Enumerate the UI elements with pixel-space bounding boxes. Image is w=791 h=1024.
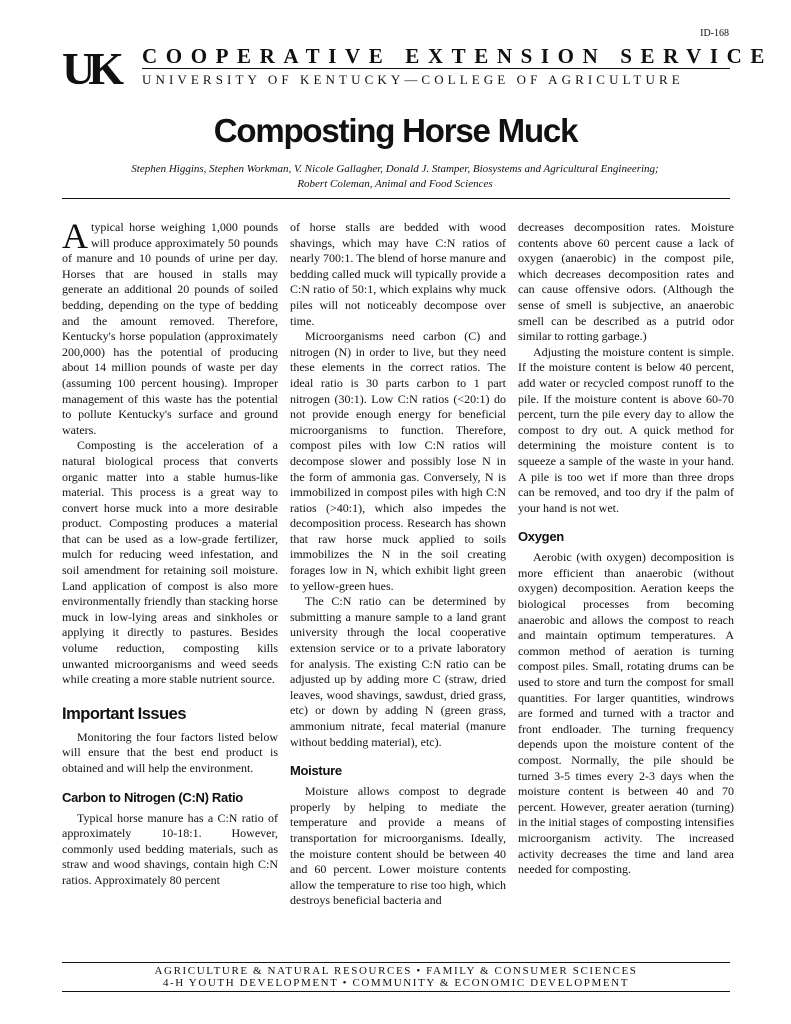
footer-programs-line-1: AGRICULTURE & NATURAL RESOURCES • FAMILY & CONSUMER SCIENCES (154, 965, 638, 977)
document-title: Composting Horse Muck (213, 112, 578, 149)
carbon-nitrogen-paragraph-1b: of horse stalls are bedded with wood shavings, which may have C:N ratios of nearly 700:1. The blend of horse manure and bedding called muck will typically provide a C:N ratio of 50:1, which explains why muck piles will not noticeably decompose over time. (290, 220, 506, 328)
column-1 (62, 216, 278, 889)
title-divider (62, 198, 730, 199)
intro-paragraph-1 (62, 216, 278, 438)
column-3 (518, 220, 734, 878)
column-2 (290, 220, 506, 909)
footer-programs-line-2: 4-H YOUTH DEVELOPMENT • COMMUNITY & ECONOMIC DEVELOPMENT (162, 977, 630, 989)
authors (90, 162, 700, 192)
intro-paragraph-2: Composting is the acceleration of a natural biological process that converts organic matter into a stable humus-like material. This process is a great way to convert horse muck into a more desirable product. Composting produces a material that can be used as a low-grade fertilizer, mulch for reducing weed infestation, and soil amendment for retaining soil moisture. Land application of compost is also more environmentally friendly than stacking horse muck in low-lying areas and sinkholes or applying it directly to pastures. Besides volume reduction, composting kills unwanted microorganisms and weed seeds while creating a more stable nutrient source. (62, 438, 278, 687)
heading-important-issues: Important Issues (62, 704, 187, 723)
masthead (62, 42, 774, 90)
authors-line-2: Robert Coleman, Animal and Food Sciences (297, 178, 493, 190)
heading-oxygen: Oxygen (518, 529, 564, 545)
uk-logo (62, 44, 136, 88)
authors-line-1: Stephen Higgins, Stephen Workman, V. Nicole Gallagher, Donald J. Stamper, Biosystems and Agricultural Engineering; (131, 163, 659, 175)
publication-id: ID-168 (700, 28, 729, 39)
intro-paragraph-1-text: typical horse weighing 1,000 pounds will produce approximately 50 pounds of manure and 10 pounds of urine per day. Horses that are housed in stalls may generate an additional 20 pounds of soiled bedding, depending on the type of bedding and the amount removed. Therefore, Kentucky's horse population (approximately 200,000) has the potential of producing about 14 million pounds of waste per day (assuming 100 percent housing). Improper management of this waste has the potential to pollute Kentucky's surface and ground waters. (62, 220, 278, 437)
oxygen-paragraph: Aerobic (with oxygen) decomposition is more efficient than anaerobic (without oxygen) decomposition. Aeration keeps the biological processes from becoming anaerobic and allows the compost to reach and maintain optimum temperatures. A common method of aeration is turning compost piles. Small, rotating drums can be used to store and turn the compost for small quantities. For larger quantities, windrows are formed and turned with a tractor and front endloader. The turning frequency depends upon the moisture content of the compost. Normally, the pile should be turned 3-5 times every 2-3 days when the moisture content is between 40 and 70 percent. However, greater aeration (turning) in the initial stages of composting intensifies microorganism activity. The increased activity decreases the time and land area needed for composting. (518, 550, 734, 877)
university-name: UNIVERSITY OF KENTUCKY—COLLEGE OF AGRICULTURE (142, 72, 684, 87)
carbon-nitrogen-paragraph-2: Microorganisms need carbon (C) and nitrogen (N) in order to live, but they need these elements in the correct ratios. The ideal ratio is 30 parts carbon to 1 part nitrogen (30:1). Low C:N ratios (<20:1) do not provide enough energy for beneficial microorganisms to function. Therefore, compost piles with low C:N ratios will decompose slower and possibly lose N in the form of ammonia gas. Conversely, N is immobilized in compost piles with high C:N ratios (>40:1), which also impedes the decomposition process. Research has shown that raw horse muck applied to soils immobilizes the N in the soil creating forages low in N, which exhibit light green to yellow-green hues. (290, 329, 506, 593)
heading-carbon-nitrogen: Carbon to Nitrogen (C:N) Ratio (62, 789, 243, 805)
footer-divider-top (62, 962, 730, 963)
service-name: COOPERATIVE EXTENSION SERVICE (142, 44, 774, 68)
moisture-paragraph-2: Adjusting the moisture content is simple. If the moisture content is below 40 percent, add water or recycled compost runoff to the pile. If the moisture content is above 60-70 percent, turn the pile every day to allow the compost to dry out. A quick method for determining the moisture content is to squeeze a sample of the waste in your hand. A pile is too wet if more than three drops can be removed, and too dry if the palm of your hand is not wet. (518, 344, 734, 515)
footer-divider-bottom (62, 991, 730, 992)
important-issues-paragraph: Monitoring the four factors listed below will ensure that the best end product is obtained and will help the environment. (62, 729, 278, 775)
carbon-nitrogen-paragraph-3: The C:N ratio can be determined by submitting a manure sample to a land grant university through the local cooperative extension service or to a private laboratory for analysis. The existing C:N ratio can be adjusted up by adding more C (straw, dried leaves, wood shavings, sawdust, dried grass, etc) or down by adding N (green grass, ammonium nitrate, fecal material (manure without bedding material), etc). (290, 594, 506, 749)
carbon-nitrogen-paragraph-1a: Typical horse manure has a C:N ratio of approximately 10-18:1. However, commonly used bedding materials, such as straw and wood shavings, contain high C:N ratios. Approximately 80 percent (62, 810, 278, 887)
moisture-paragraph-1a: Moisture allows compost to degrade properly by helping to mediate the temperature and provide a means of transportation for microorganisms. Ideally, the moisture content should be between 40 and 60 percent. Lower moisture contents allow the temperature to rise too high, which destroys beneficial bacteria and (290, 784, 506, 908)
heading-moisture: Moisture (290, 763, 342, 779)
moisture-paragraph-1b: decreases decomposition rates. Moisture contents above 60 percent cause a lack of oxygen (anaerobic) in the compost pile, which decreases decomposition rates and can cause offensive odors. (Although the sense of smell is subjective, an anaerobic smell can be described as a putrid odor similar to rotting garbage.) (518, 220, 734, 344)
uk-logo-text: UK (62, 44, 117, 88)
drop-cap: A (62, 216, 88, 256)
header-divider (142, 68, 730, 69)
